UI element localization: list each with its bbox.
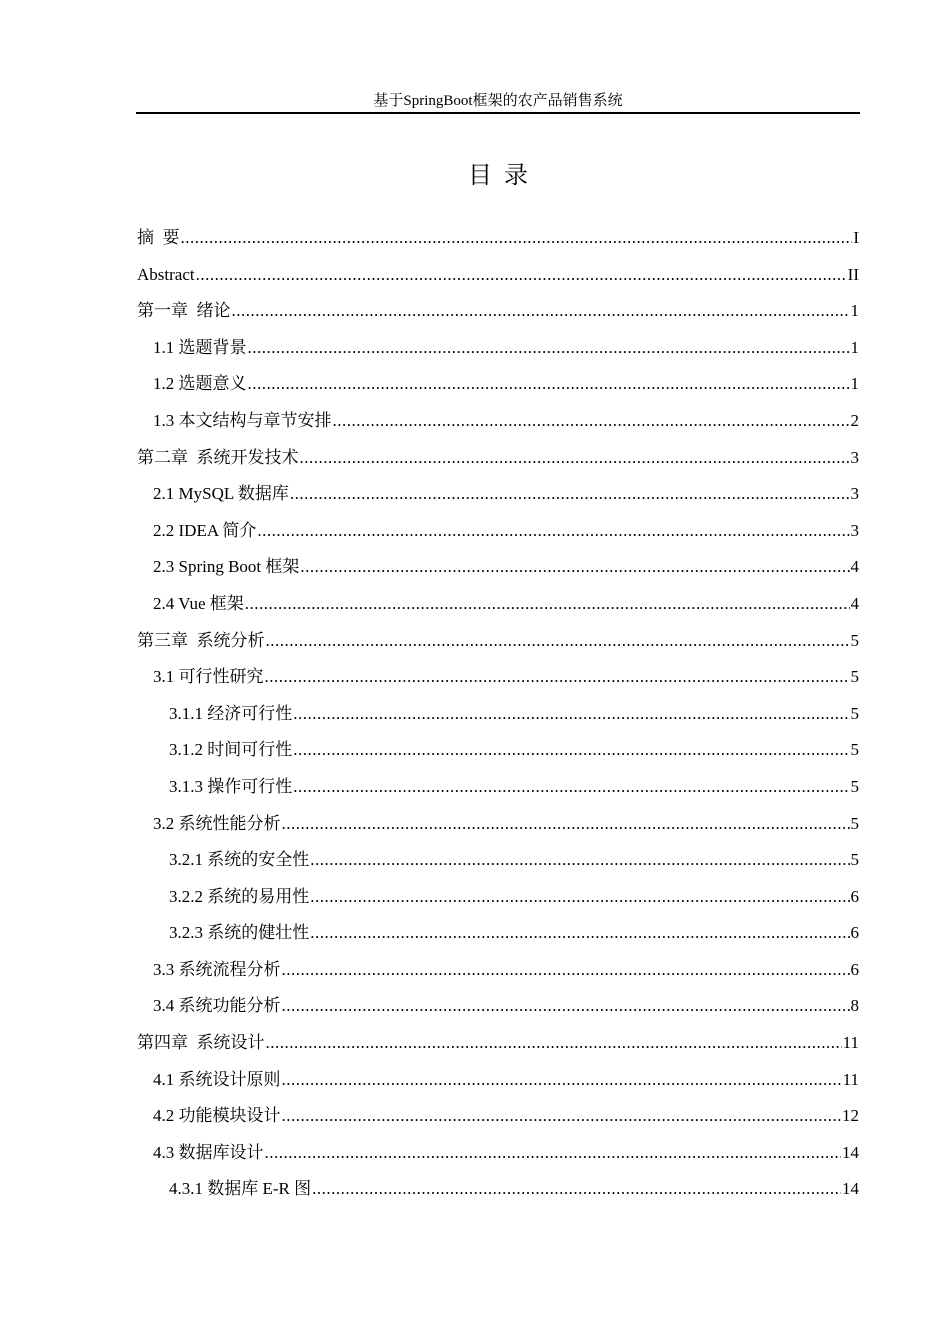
toc-entry[interactable] — [137, 921, 859, 958]
dot-leader — [310, 921, 849, 945]
toc-entry-page: 4 — [850, 557, 859, 577]
toc-entry-page: 5 — [850, 776, 859, 796]
toc-entry[interactable] — [137, 299, 859, 336]
toc-entry-page: 3 — [850, 520, 859, 540]
dot-leader — [265, 665, 850, 689]
dot-leader — [310, 885, 849, 909]
dot-leader — [282, 812, 850, 836]
toc-entry[interactable] — [137, 665, 859, 702]
toc-entry-label: 3.1 可行性研究 — [153, 667, 264, 687]
dot-leader — [293, 702, 849, 726]
dot-leader — [282, 958, 850, 982]
toc-entry[interactable] — [137, 775, 859, 812]
toc-entry[interactable] — [137, 958, 859, 995]
page-title: 目录 — [468, 161, 540, 189]
dot-leader — [310, 848, 849, 872]
toc-entry[interactable] — [137, 446, 859, 483]
toc-entry-page: 1 — [850, 374, 859, 394]
toc-entry-page: 5 — [850, 740, 859, 760]
toc-entry-label: 4.1 系统设计原则 — [153, 1069, 281, 1089]
dot-leader — [312, 1177, 841, 1201]
toc-entry-label: 1.3 本文结构与章节安排 — [153, 410, 332, 430]
toc-entry-page: 2 — [850, 410, 859, 430]
toc-entry[interactable] — [137, 738, 859, 775]
toc-entry-page: I — [853, 228, 859, 247]
toc-entry[interactable] — [137, 263, 859, 300]
toc-entry-page: 6 — [850, 886, 859, 906]
toc-entry[interactable] — [137, 1141, 859, 1178]
dot-leader — [196, 263, 847, 287]
toc-entry-label: 3.1.1 经济可行性 — [169, 703, 293, 723]
toc-entry-page: II — [847, 264, 859, 284]
header-rule — [136, 112, 860, 114]
toc-entry-label: 2.2 IDEA 简介 — [153, 520, 257, 540]
toc-entry[interactable] — [137, 994, 859, 1031]
dot-leader — [300, 555, 849, 579]
toc-entry[interactable] — [137, 336, 859, 373]
toc-entry-page: 5 — [850, 667, 859, 687]
toc-entry[interactable] — [137, 629, 859, 666]
toc-entry[interactable] — [137, 519, 859, 556]
toc-entry-label: 2.1 MySQL 数据库 — [153, 484, 289, 504]
toc-entry-page: 5 — [850, 630, 859, 650]
toc-entry-page: 5 — [850, 703, 859, 723]
toc-entry-page: 14 — [842, 1179, 859, 1199]
toc-entry[interactable] — [137, 592, 859, 629]
running-header: 基于SpringBoot框架的农产品销售系统 — [373, 93, 623, 109]
toc-entry-page: 6 — [850, 923, 859, 943]
toc-entry-label: 1.1 选题背景 — [153, 337, 247, 357]
toc-entry-page: 3 — [850, 447, 859, 467]
dot-leader — [282, 1104, 842, 1128]
dot-leader — [266, 1031, 842, 1055]
toc-entry-label: Abstract — [137, 264, 195, 284]
toc-entry-label: 2.4 Vue 框架 — [153, 593, 244, 613]
toc-entry-label: 4.2 功能模块设计 — [153, 1106, 281, 1126]
toc-entry-label: 4.3 数据库设计 — [153, 1142, 264, 1162]
toc-entry[interactable] — [137, 226, 859, 263]
toc-entry[interactable] — [137, 1177, 859, 1214]
dot-leader — [290, 482, 850, 506]
toc-entry-label: 第三章 系统分析 — [137, 630, 265, 650]
dot-leader — [293, 775, 849, 799]
toc-entry-label: 第二章 系统开发技术 — [137, 447, 299, 467]
dot-leader — [232, 299, 850, 323]
toc-entry-page: 12 — [842, 1106, 859, 1126]
toc-entry[interactable] — [137, 555, 859, 592]
dot-leader — [300, 446, 850, 470]
toc-entry-page: 8 — [850, 996, 859, 1016]
toc-entry-page: 3 — [850, 484, 859, 504]
toc-entry-label: 第一章 绪论 — [137, 301, 231, 321]
toc-entry-page: 5 — [850, 813, 859, 833]
toc-entry-label: 3.3 系统流程分析 — [153, 959, 281, 979]
dot-leader — [181, 226, 853, 250]
toc-entry[interactable] — [137, 812, 859, 849]
toc-entry[interactable] — [137, 1104, 859, 1141]
dot-leader — [245, 592, 850, 616]
toc-entry-label: 3.4 系统功能分析 — [153, 996, 281, 1016]
toc-entry[interactable] — [137, 702, 859, 739]
toc-entry-label: 3.2.1 系统的安全性 — [169, 850, 310, 870]
toc-entry-page: 11 — [842, 1033, 859, 1053]
toc-entry[interactable] — [137, 409, 859, 446]
toc-entry-page: 5 — [850, 850, 859, 870]
toc-entry[interactable] — [137, 482, 859, 519]
toc-entry[interactable] — [137, 372, 859, 409]
toc-entry-label: 3.1.3 操作可行性 — [169, 776, 293, 796]
toc-entry-label: 3.2.3 系统的健壮性 — [169, 923, 310, 943]
toc-entry-label: 3.1.2 时间可行性 — [169, 740, 293, 760]
toc-entry-page: 4 — [850, 593, 859, 613]
toc-entry[interactable] — [137, 885, 859, 922]
toc-entry[interactable] — [137, 1031, 859, 1068]
dot-leader — [282, 994, 850, 1018]
toc-entry-label: 1.2 选题意义 — [153, 374, 247, 394]
dot-leader — [248, 336, 850, 360]
toc-entry[interactable] — [137, 1068, 859, 1105]
toc-entry-page: 6 — [850, 959, 859, 979]
toc-entry-label: 4.3.1 数据库 E-R 图 — [169, 1179, 312, 1199]
toc-entry-label: 3.2.2 系统的易用性 — [169, 886, 310, 906]
toc-entry-label: 第四章 系统设计 — [137, 1033, 265, 1053]
toc-entry-page: 1 — [850, 301, 859, 321]
table-of-contents — [137, 226, 859, 1214]
dot-leader — [266, 629, 850, 653]
toc-entry[interactable] — [137, 848, 859, 885]
toc-entry-label: 3.2 系统性能分析 — [153, 813, 281, 833]
toc-entry-label: 2.3 Spring Boot 框架 — [153, 557, 300, 577]
toc-entry-label: 摘 要 — [137, 228, 180, 247]
toc-entry-page: 14 — [842, 1142, 859, 1162]
dot-leader — [293, 738, 849, 762]
dot-leader — [257, 519, 849, 543]
dot-leader — [265, 1141, 842, 1165]
toc-entry-page: 11 — [842, 1069, 859, 1089]
dot-leader — [248, 372, 850, 396]
toc-entry-page: 1 — [850, 337, 859, 357]
dot-leader — [333, 409, 850, 433]
dot-leader — [282, 1068, 842, 1092]
